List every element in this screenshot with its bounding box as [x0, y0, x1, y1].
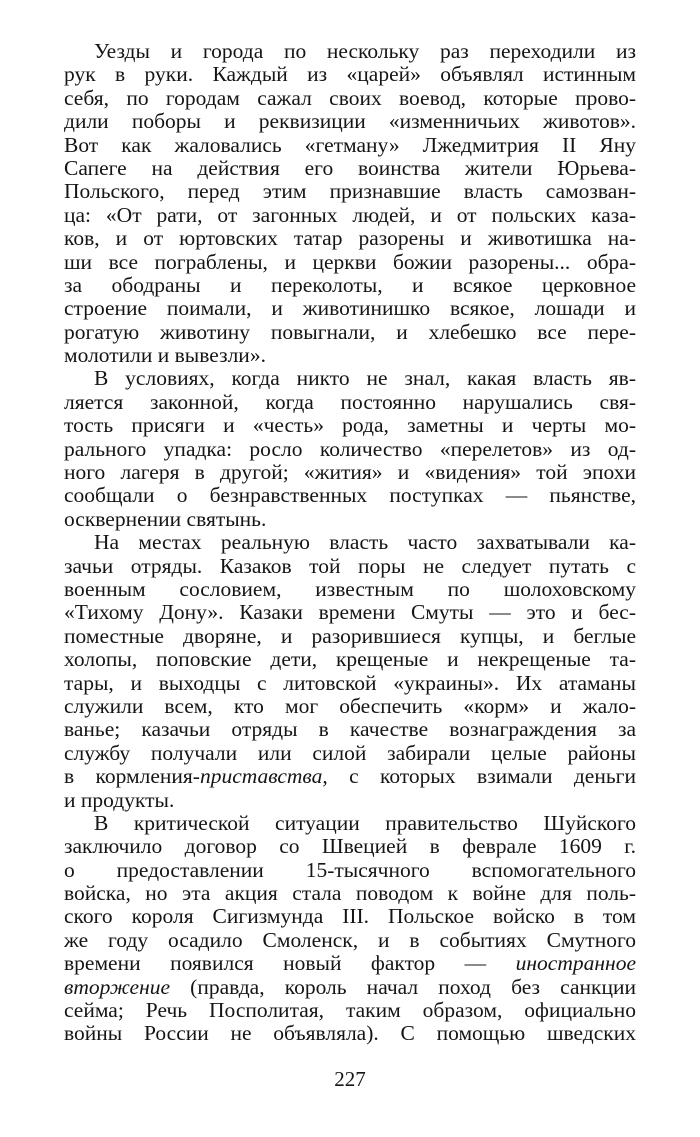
- text-line: службу получали или силой забирали целые районы: [64, 741, 636, 765]
- text-line: [64, 952, 636, 975]
- text-line: войны России не объявляла). С помощью шведских: [64, 1022, 636, 1046]
- text-line: же году осадило Смоленск, и в событиях Смутного: [64, 928, 636, 952]
- text-line: военным сословием, известным по шолоховскому: [64, 577, 636, 601]
- text-fragment: , с которых взимали деньги: [322, 765, 636, 789]
- text-line: В критической ситуации правительство Шуйского: [94, 811, 636, 835]
- italic-term: иностранное: [515, 952, 636, 976]
- paragraph-4: [64, 812, 636, 1046]
- text-fragment: (правда, король начал поход без санкции: [170, 975, 636, 999]
- text-line: рального упадка: росло количество «перелетов» из од-: [64, 437, 636, 461]
- text-line: В условиях, когда никто не знал, какая власть яв-: [94, 367, 636, 391]
- text-line: осквернении святынь.: [64, 507, 267, 531]
- text-line: себя, по городам сажал своих воевод, которые прово-: [64, 86, 636, 110]
- text-line: ного лагеря в другой; «жития» и «видения» той эпохи: [64, 461, 636, 485]
- italic-term: вторжение: [64, 975, 171, 999]
- text-line: и продукты.: [64, 788, 175, 812]
- paragraph-3: [64, 531, 636, 812]
- text-line: «Тихому Дону». Казаки времени Смуты — это и бес-: [64, 601, 636, 625]
- text-line: рук в руки. Каждый из «царей» объявлял истинным: [64, 63, 636, 87]
- paragraph-2: [64, 367, 636, 531]
- text-line: служили всем, кто мог обеспечить «корм» и жало-: [64, 694, 636, 718]
- text-line: Сапеге на действия его воинства жители Юрьева-: [64, 156, 636, 180]
- text-line: Уезды и города по нескольку раз переходили из: [94, 40, 636, 63]
- italic-term: приставства: [199, 765, 323, 789]
- text-line: зачьи отряды. Казаков той поры не следует путать с: [64, 554, 636, 578]
- text-line: войска, но эта акция стала поводом к войне для поль-: [64, 882, 636, 906]
- text-line: строение поимали, и животинишко всякое, лошади и: [64, 297, 636, 321]
- text-line: молотили и вывезли».: [64, 344, 266, 368]
- text-line: ляется законной, когда постоянно нарушались свя-: [64, 390, 636, 414]
- text-line: поместные дворяне, и разорившиеся купцы, и беглые: [64, 624, 636, 648]
- text-fragment: времени появился новый фактор —: [64, 952, 516, 976]
- text-line: [64, 765, 636, 788]
- text-line: На местах реальную власть часто захватывали ка-: [94, 531, 636, 555]
- text-line: ши все пограблены, и церкви божии разорены... обра-: [64, 250, 636, 274]
- text-line: заключило договор со Швецией в феврале 1609 г.: [64, 835, 636, 859]
- text-fragment: в кормления-: [64, 765, 200, 789]
- text-line: Польского, перед этим признавшие власть самозван-: [64, 180, 636, 204]
- text-line: сообщали о безнравственных поступках — пьянстве,: [64, 484, 636, 508]
- text-line: за ободраны и переколоты, и всякое церковное: [64, 273, 636, 297]
- page-number: 227: [334, 1067, 366, 1091]
- text-line: ца: «От рати, от загонных людей, и от польских каза-: [64, 203, 636, 227]
- text-line: о предоставлении 15-тысячного вспомогательного: [64, 858, 636, 882]
- text-line: холопы, поповские дети, крещеные и некрещеные та-: [64, 648, 636, 672]
- text-line: [64, 976, 636, 999]
- text-line: тость присяги и «честь» рода, заметны и черты мо-: [64, 414, 636, 438]
- paragraph-1: [64, 40, 636, 367]
- text-line: ского короля Сигизмунда III. Польское войско в том: [64, 905, 636, 929]
- book-page-text: [64, 40, 636, 1046]
- text-line: Вот как жаловались «гетману» Лжедмитрия II Яну: [64, 133, 636, 157]
- text-line: тары, и выходцы с литовской «украины». Их атаманы: [64, 671, 636, 695]
- text-line: ков, и от юртовских татар разорены и животишка на-: [64, 227, 636, 251]
- text-line: рогатую животину повыгнали, и хлебешко все пере-: [64, 320, 636, 344]
- text-line: дили поборы и реквизиции «изменничьих животов».: [64, 110, 636, 134]
- text-line: ванье; казачьи отряды в качестве вознаграждения за: [64, 718, 636, 742]
- text-line: сейма; Речь Посполитая, таким образом, официально: [64, 999, 636, 1023]
